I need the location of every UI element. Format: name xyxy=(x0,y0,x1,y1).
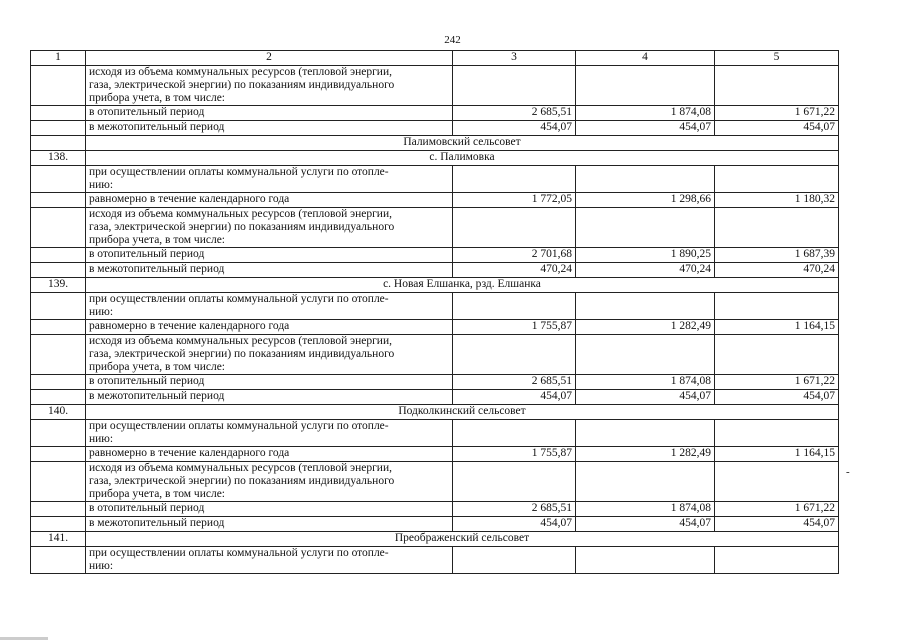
value-col-5: 1 671,22 xyxy=(715,106,839,121)
value-col-4: 470,24 xyxy=(576,263,715,278)
value-cell-4 xyxy=(576,462,715,502)
row-number xyxy=(31,136,86,151)
row-number-cell xyxy=(31,66,86,106)
value-row xyxy=(31,193,839,208)
value-col-5: 1 687,39 xyxy=(715,248,839,263)
value-col-5: 1 164,15 xyxy=(715,447,839,462)
header-cell-1: 1 xyxy=(31,51,86,66)
period-label: равномерно в течение календарного года xyxy=(86,320,453,335)
description-cell xyxy=(86,547,453,574)
tariff-table-body xyxy=(31,51,839,574)
value-col-3: 2 685,51 xyxy=(453,106,576,121)
row-number-cell xyxy=(31,502,86,517)
value-cell-3 xyxy=(453,420,576,447)
value-cell-3 xyxy=(453,335,576,375)
description-row xyxy=(31,547,839,574)
tariff-table xyxy=(30,50,839,574)
description-line: исходя из объема коммунальных ресурсов (тепловой энергии, xyxy=(89,66,392,78)
row-number-cell xyxy=(31,375,86,390)
value-col-4: 454,07 xyxy=(576,390,715,405)
section-title: Преображенский сельсовет xyxy=(86,532,839,547)
period-label: равномерно в течение календарного года xyxy=(86,447,453,462)
value-cell-5 xyxy=(715,547,839,574)
description-cell xyxy=(86,66,453,106)
value-col-3: 2 685,51 xyxy=(453,375,576,390)
value-cell-4 xyxy=(576,335,715,375)
header-cell-2: 2 xyxy=(86,51,453,66)
value-row xyxy=(31,106,839,121)
row-number-cell xyxy=(31,193,86,208)
value-col-3: 2 701,68 xyxy=(453,248,576,263)
row-number: 140. xyxy=(31,405,86,420)
period-label: в отопительный период xyxy=(86,375,453,390)
value-row xyxy=(31,447,839,462)
period-label: в межотопительный период xyxy=(86,390,453,405)
value-col-5: 454,07 xyxy=(715,121,839,136)
description-cell xyxy=(86,462,453,502)
description-row xyxy=(31,335,839,375)
header-cell-5: 5 xyxy=(715,51,839,66)
description-cell xyxy=(86,293,453,320)
value-row xyxy=(31,320,839,335)
section-row xyxy=(31,532,839,547)
row-number-cell xyxy=(31,320,86,335)
value-row xyxy=(31,517,839,532)
period-label: в отопительный период xyxy=(86,248,453,263)
description-line: при осуществлении оплаты коммунальной услуги по отопле- xyxy=(89,547,389,559)
header-cell-4: 4 xyxy=(576,51,715,66)
value-col-5: 454,07 xyxy=(715,390,839,405)
description-cell xyxy=(86,335,453,375)
value-col-4: 1 890,25 xyxy=(576,248,715,263)
description-line: нию: xyxy=(89,306,114,318)
section-row xyxy=(31,278,839,293)
value-cell-5 xyxy=(715,66,839,106)
value-col-5: 1 164,15 xyxy=(715,320,839,335)
period-label: в отопительный период xyxy=(86,106,453,121)
row-number-cell xyxy=(31,263,86,278)
value-col-3: 454,07 xyxy=(453,121,576,136)
section-row xyxy=(31,405,839,420)
description-line: прибора учета, в том числе: xyxy=(89,92,225,104)
section-title: с. Новая Елшанка, рзд. Елшанка xyxy=(86,278,839,293)
row-number-cell xyxy=(31,335,86,375)
row-number-cell xyxy=(31,390,86,405)
row-number: 141. xyxy=(31,532,86,547)
description-line: нию: xyxy=(89,179,114,191)
value-cell-3 xyxy=(453,462,576,502)
row-number-cell xyxy=(31,166,86,193)
value-cell-3 xyxy=(453,66,576,106)
value-cell-4 xyxy=(576,293,715,320)
row-number-cell xyxy=(31,420,86,447)
section-title: Палимовский сельсовет xyxy=(86,136,839,151)
description-line: исходя из объема коммунальных ресурсов (тепловой энергии, xyxy=(89,462,392,474)
row-number-cell xyxy=(31,462,86,502)
description-row xyxy=(31,166,839,193)
description-row xyxy=(31,208,839,248)
margin-mark: - xyxy=(846,466,850,478)
period-label: в межотопительный период xyxy=(86,263,453,278)
header-row xyxy=(31,51,839,66)
value-col-4: 1 874,08 xyxy=(576,502,715,517)
value-col-5: 470,24 xyxy=(715,263,839,278)
description-line: прибора учета, в том числе: xyxy=(89,361,225,373)
description-row xyxy=(31,293,839,320)
header-cell-3: 3 xyxy=(453,51,576,66)
description-line: исходя из объема коммунальных ресурсов (тепловой энергии, xyxy=(89,208,392,220)
value-col-4: 1 298,66 xyxy=(576,193,715,208)
period-label: в отопительный период xyxy=(86,502,453,517)
value-col-3: 1 772,05 xyxy=(453,193,576,208)
value-col-4: 1 874,08 xyxy=(576,375,715,390)
value-cell-3 xyxy=(453,208,576,248)
value-col-4: 1 282,49 xyxy=(576,447,715,462)
description-cell xyxy=(86,166,453,193)
row-number-cell xyxy=(31,547,86,574)
value-cell-5 xyxy=(715,166,839,193)
value-col-4: 1 282,49 xyxy=(576,320,715,335)
row-number-cell xyxy=(31,447,86,462)
description-row xyxy=(31,462,839,502)
value-cell-4 xyxy=(576,66,715,106)
description-line: исходя из объема коммунальных ресурсов (тепловой энергии, xyxy=(89,335,392,347)
description-line: газа, электрической энергии) по показаниям индивидуального xyxy=(89,348,395,360)
description-line: при осуществлении оплаты коммунальной услуги по отопле- xyxy=(89,293,389,305)
section-row xyxy=(31,136,839,151)
description-line: газа, электрической энергии) по показаниям индивидуального xyxy=(89,79,395,91)
description-cell xyxy=(86,420,453,447)
value-cell-5 xyxy=(715,335,839,375)
value-cell-4 xyxy=(576,208,715,248)
section-title: Подколкинский сельсовет xyxy=(86,405,839,420)
description-line: нию: xyxy=(89,433,114,445)
value-cell-4 xyxy=(576,547,715,574)
value-row xyxy=(31,390,839,405)
value-cell-4 xyxy=(576,420,715,447)
value-row xyxy=(31,248,839,263)
section-row xyxy=(31,151,839,166)
description-line: при осуществлении оплаты коммунальной услуги по отопле- xyxy=(89,166,389,178)
value-col-5: 1 671,22 xyxy=(715,502,839,517)
row-number-cell xyxy=(31,517,86,532)
value-col-3: 454,07 xyxy=(453,390,576,405)
row-number-cell xyxy=(31,121,86,136)
value-row xyxy=(31,375,839,390)
value-cell-5 xyxy=(715,293,839,320)
value-cell-4 xyxy=(576,166,715,193)
value-cell-3 xyxy=(453,166,576,193)
value-col-4: 454,07 xyxy=(576,517,715,532)
row-number-cell xyxy=(31,248,86,263)
value-col-5: 1 671,22 xyxy=(715,375,839,390)
period-label: в межотопительный период xyxy=(86,121,453,136)
value-cell-5 xyxy=(715,420,839,447)
value-col-3: 454,07 xyxy=(453,517,576,532)
value-col-3: 470,24 xyxy=(453,263,576,278)
row-number: 139. xyxy=(31,278,86,293)
value-cell-5 xyxy=(715,462,839,502)
description-line: газа, электрической энергии) по показаниям индивидуального xyxy=(89,475,395,487)
value-col-5: 454,07 xyxy=(715,517,839,532)
value-row xyxy=(31,121,839,136)
row-number: 138. xyxy=(31,151,86,166)
description-row xyxy=(31,66,839,106)
description-cell xyxy=(86,208,453,248)
description-line: газа, электрической энергии) по показаниям индивидуального xyxy=(89,221,395,233)
description-line: при осуществлении оплаты коммунальной услуги по отопле- xyxy=(89,420,389,432)
description-row xyxy=(31,420,839,447)
row-number-cell xyxy=(31,106,86,121)
value-row xyxy=(31,502,839,517)
value-cell-3 xyxy=(453,293,576,320)
value-cell-5 xyxy=(715,208,839,248)
description-line: нию: xyxy=(89,560,114,572)
value-col-3: 1 755,87 xyxy=(453,447,576,462)
value-col-5: 1 180,32 xyxy=(715,193,839,208)
section-title: с. Палимовка xyxy=(86,151,839,166)
page-number: 242 xyxy=(444,34,461,46)
value-row xyxy=(31,263,839,278)
value-col-3: 2 685,51 xyxy=(453,502,576,517)
description-line: прибора учета, в том числе: xyxy=(89,234,225,246)
value-col-4: 1 874,08 xyxy=(576,106,715,121)
row-number-cell xyxy=(31,293,86,320)
period-label: в межотопительный период xyxy=(86,517,453,532)
value-cell-3 xyxy=(453,547,576,574)
period-label: равномерно в течение календарного года xyxy=(86,193,453,208)
description-line: прибора учета, в том числе: xyxy=(89,488,225,500)
row-number-cell xyxy=(31,208,86,248)
value-col-3: 1 755,87 xyxy=(453,320,576,335)
value-col-4: 454,07 xyxy=(576,121,715,136)
